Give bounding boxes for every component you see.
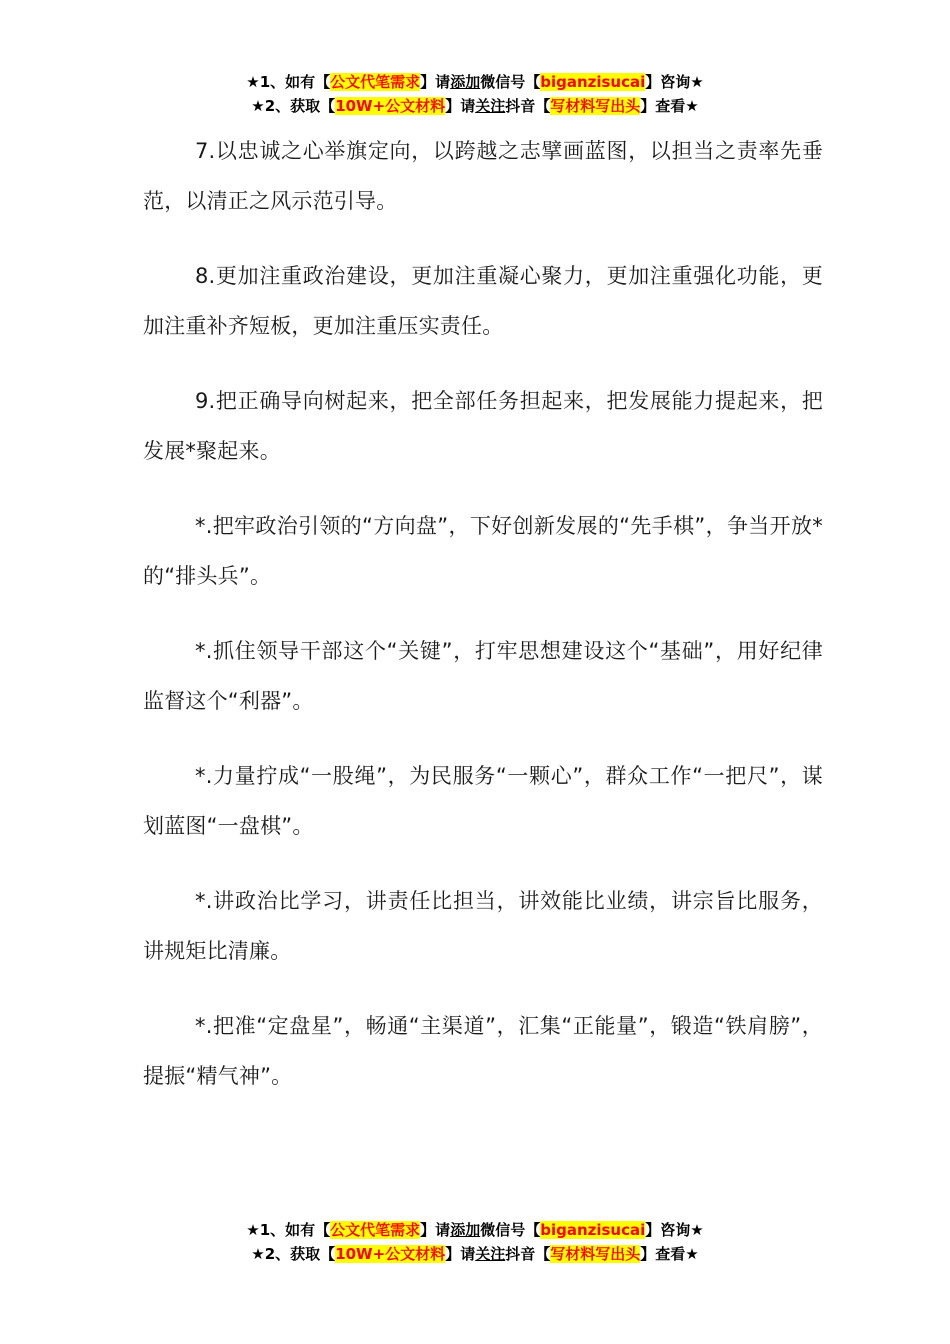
banner-text: 】查看★ [640, 97, 699, 115]
banner-highlight: 10W+公文材料 [335, 97, 446, 115]
banner-text: 】请 [445, 1245, 476, 1263]
banner-line-1 [0, 1218, 950, 1242]
banner-text: 】请 [420, 73, 451, 91]
paragraph-14: *.把准“定盘星”，畅通“主渠道”，汇集“正能量”，锻造“铁肩膀”，提振“精气神”。 [143, 1014, 823, 1088]
paragraph-13: *.讲政治比学习，讲责任比担当，讲效能比业绩，讲宗旨比服务，讲规矩比清廉。 [143, 889, 823, 963]
banner-underline: 添加 [450, 1221, 481, 1239]
banner-line-2 [0, 1242, 950, 1266]
paragraph-12: *.力量拧成“一股绳”，为民服务“一颗心”，群众工作“一把尺”，谋划蓝图“一盘棋”。 [143, 764, 823, 838]
paragraph-8: 8.更加注重政治建设，更加注重凝心聚力，更加注重强化功能，更加注重补齐短板，更加注重压实责任。 [143, 264, 823, 338]
footer-banner [0, 1218, 950, 1266]
banner-underline: 关注 [475, 1245, 506, 1263]
banner-text: ★1、如有【 [246, 1221, 331, 1239]
paragraph-11: *.抓住领导干部这个“关键”，打牢思想建设这个“基础”，用好纪律监督这个“利器”。 [143, 639, 823, 713]
banner-text: 抖音【 [505, 97, 551, 115]
banner-text: ★2、获取【 [251, 97, 336, 115]
header-banner [0, 70, 950, 118]
paragraph-9: 9.把正确导向树起来，把全部任务担起来，把发展能力提起来，把发展*聚起来。 [143, 389, 823, 463]
banner-line-2 [0, 94, 950, 118]
banner-highlight: 10W+公文材料 [335, 1245, 446, 1263]
banner-highlight: biganzisucai [540, 73, 646, 91]
banner-text: ★2、获取【 [251, 1245, 336, 1263]
banner-highlight: 公文代笔需求 [330, 73, 421, 91]
banner-underline: 关注 [475, 97, 506, 115]
banner-underline: 添加 [450, 73, 481, 91]
banner-text: 微信号【 [480, 1221, 541, 1239]
banner-line-1 [0, 70, 950, 94]
banner-text: 】请 [420, 1221, 451, 1239]
banner-text: 】请 [445, 97, 476, 115]
banner-highlight: 公文代笔需求 [330, 1221, 421, 1239]
banner-highlight: 写材料写出头 [550, 1245, 641, 1263]
document-body [143, 126, 823, 1126]
paragraph-7: 7.以忠诚之心举旗定向，以跨越之志擘画蓝图，以担当之责率先垂范，以清正之风示范引导。 [143, 139, 823, 213]
banner-text: 】咨询★ [645, 73, 704, 91]
banner-text: 】咨询★ [645, 1221, 704, 1239]
banner-text: ★1、如有【 [246, 73, 331, 91]
banner-text: 】查看★ [640, 1245, 699, 1263]
banner-highlight: biganzisucai [540, 1221, 646, 1239]
banner-text: 抖音【 [505, 1245, 551, 1263]
banner-highlight: 写材料写出头 [550, 97, 641, 115]
paragraph-10: *.把牢政治引领的“方向盘”，下好创新发展的“先手棋”，争当开放*的“排头兵”。 [143, 514, 823, 588]
banner-text: 微信号【 [480, 73, 541, 91]
